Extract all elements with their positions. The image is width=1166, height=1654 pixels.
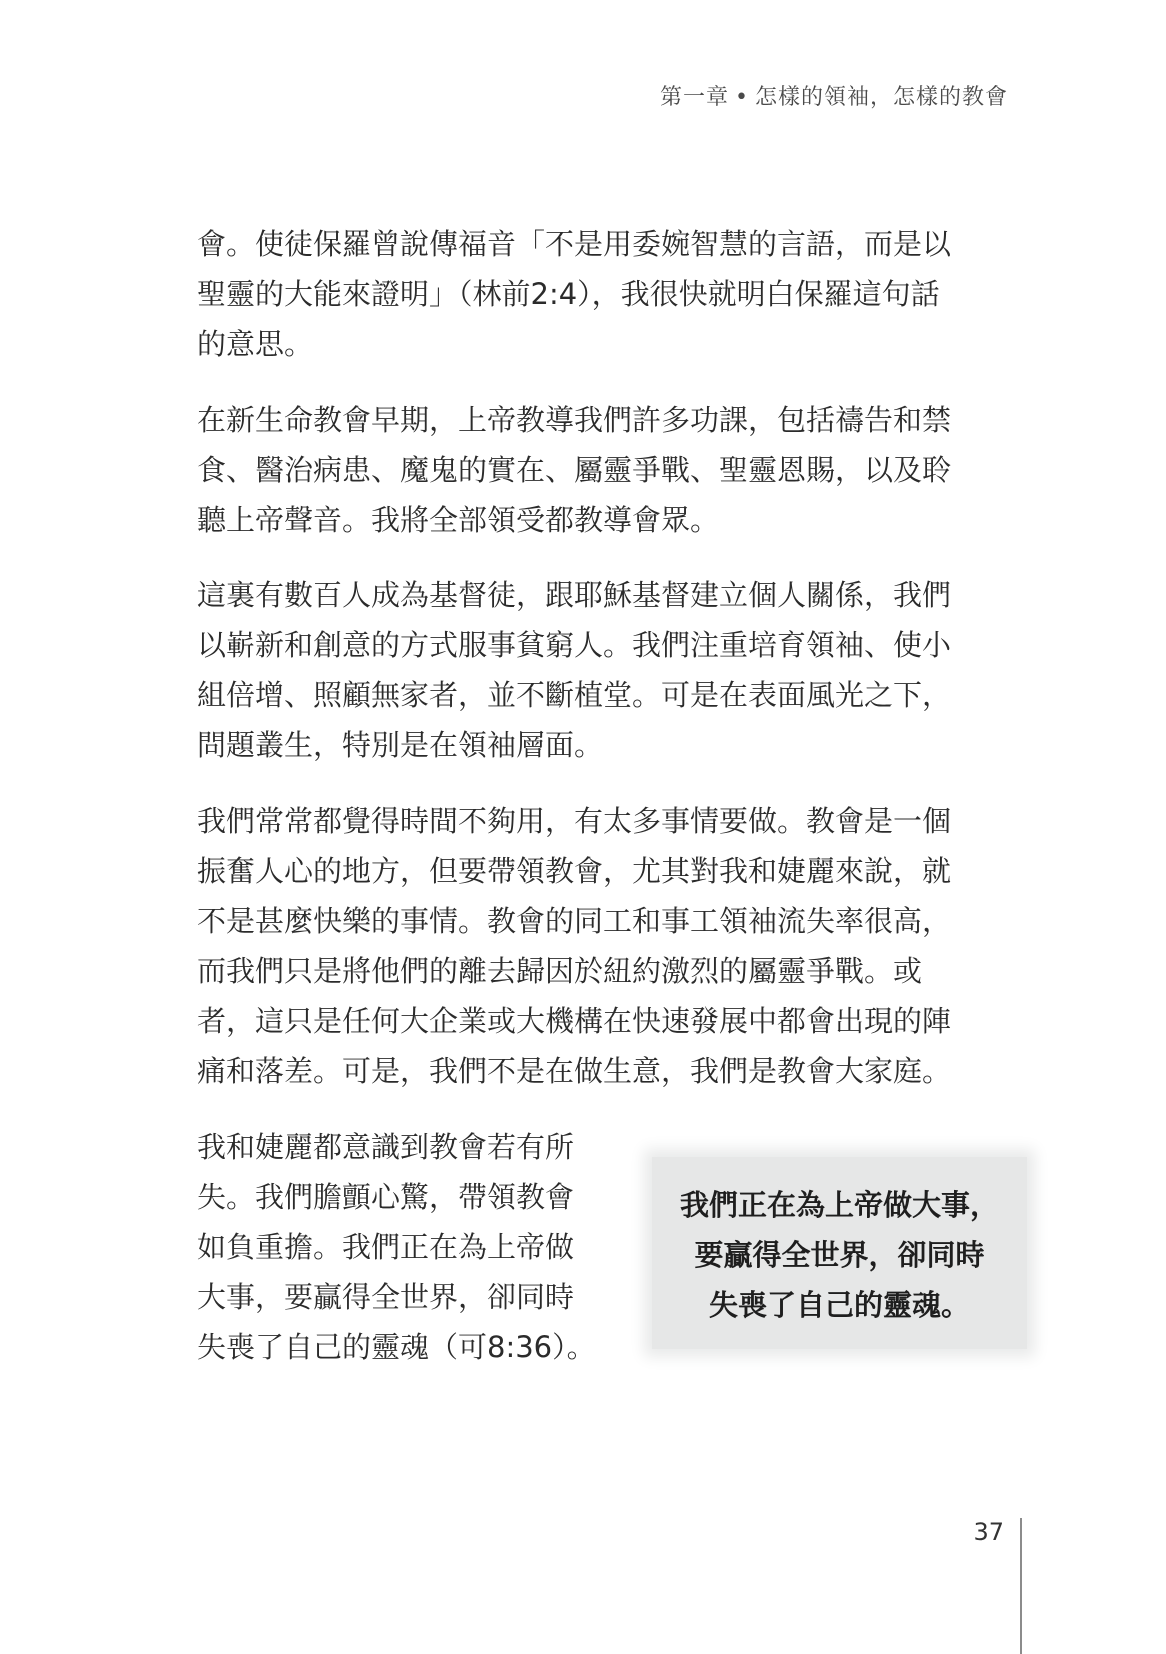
page-edge-rule [1020,1518,1022,1654]
body-line-11: 我們常常都覺得時間不夠用，有太多事情要做。教會是一個 [197,804,952,838]
body-line-14: 而我們只是將他們的離去歸因於紐約激烈的屬靈爭戰。或 [197,954,923,988]
pullquote-line-2: 要贏得全世界，卻同時 [694,1238,985,1272]
header-separator: • [735,85,749,110]
pullquote-line-1: 我們正在為上帝做大事， [679,1188,999,1222]
running-header [660,80,1008,111]
header-title: 怎樣的領袖，怎樣的教會 [754,85,1008,110]
body-line-16: 痛和落差。可是，我們不是在做生意，我們是教會大家庭。 [197,1054,952,1088]
header-chapter: 第一章 [659,85,729,110]
body-line-20: 大事，要贏得全世界，卻同時 [197,1280,575,1314]
body-line-2: 聖靈的大能來證明」（林前2:4），我很快就明白保羅這句話 [197,277,940,311]
body-line-8: 以嶄新和創意的方式服事貧窮人。我們注重培育領袖、使小 [197,628,952,662]
body-line-13: 不是甚麼快樂的事情。教會的同工和事工領袖流失率很高， [197,904,952,938]
body-line-17: 我和婕麗都意識到教會若有所 [197,1130,575,1164]
body-line-1: 會。使徒保羅曾說傳福音「不是用委婉智慧的言語，而是以 [197,227,952,261]
body-line-10: 問題叢生，特別是在領袖層面。 [197,728,604,762]
body-line-18: 失。我們膽顫心驚，帶領教會 [197,1180,575,1214]
body-line-4: 在新生命教會早期，上帝教導我們許多功課，包括禱告和禁 [197,403,952,437]
body-line-21: 失喪了自己的靈魂（可8:36）。 [197,1330,596,1364]
body-line-9: 組倍增、照顧無家者，並不斷植堂。可是在表面風光之下， [197,678,952,712]
body-line-19: 如負重擔。我們正在為上帝做 [197,1230,575,1264]
page-number: 37 [973,1518,1004,1546]
body-line-5: 食、醫治病患、魔鬼的實在、屬靈爭戰、聖靈恩賜，以及聆 [197,453,952,487]
body-line-15: 者，這只是任何大企業或大機構在快速發展中都會出現的陣 [197,1004,952,1038]
body-line-12: 振奮人心的地方，但要帶領教會，尤其對我和婕麗來說，就 [197,854,952,888]
body-line-7: 這裏有數百人成為基督徒，跟耶穌基督建立個人關係，我們 [197,578,952,612]
body-line-3: 的意思。 [197,327,314,361]
body-line-6: 聽上帝聲音。我將全部領受都教導會眾。 [197,503,720,537]
pullquote-box [652,1157,1027,1349]
pullquote-line-3: 失喪了自己的靈魂。 [708,1288,970,1322]
